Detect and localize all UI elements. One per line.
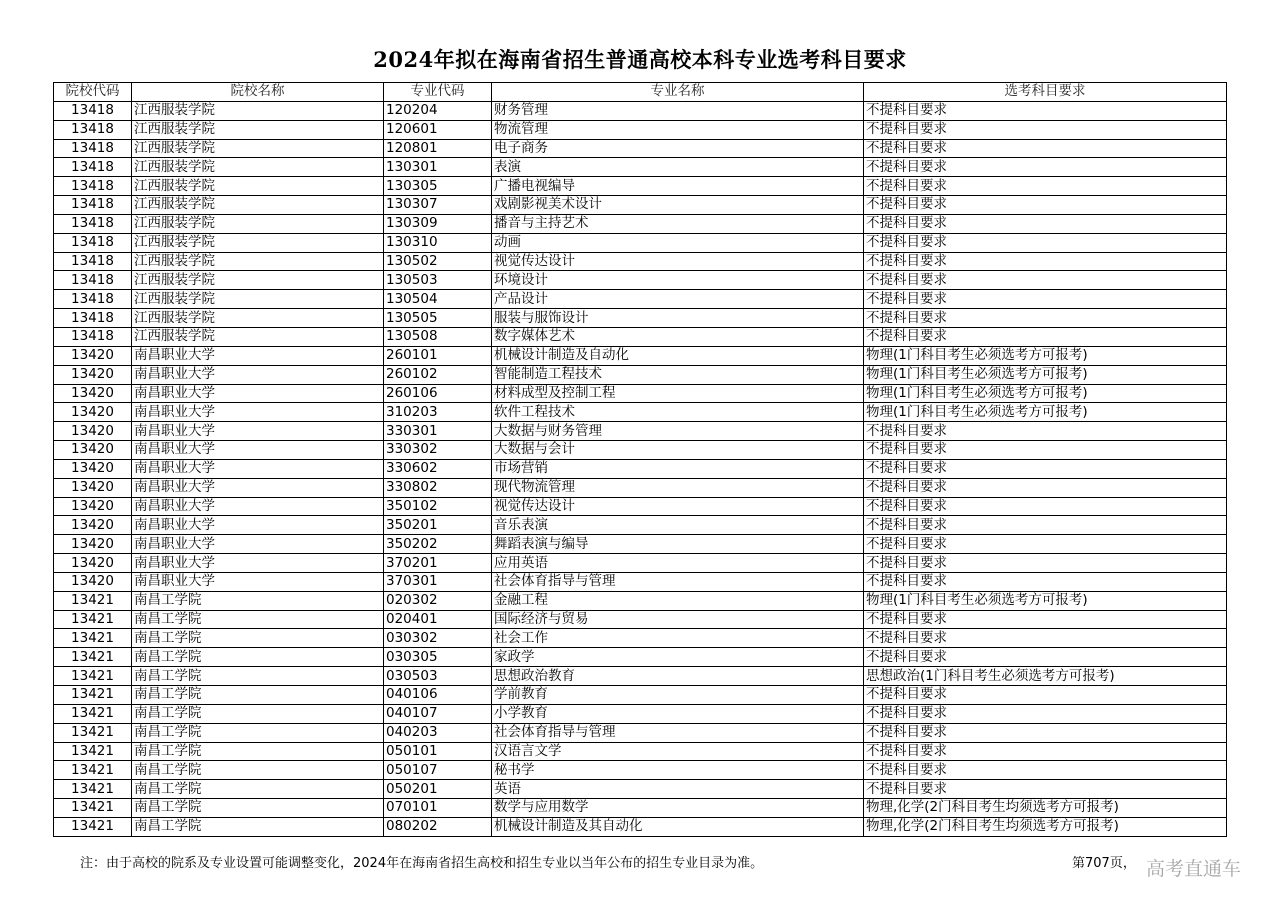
major-name-cell: 社会体育指导与管理 bbox=[492, 572, 864, 591]
major-code-cell: 050107 bbox=[384, 761, 492, 780]
major-code-cell: 330602 bbox=[384, 459, 492, 478]
school-name-cell: 南昌职业大学 bbox=[132, 403, 384, 422]
school-code-cell: 13420 bbox=[54, 478, 132, 497]
subject-requirement-cell: 不提科目要求 bbox=[864, 780, 1227, 799]
subject-requirement-cell: 物理(1门科目考生必须选考方可报考) bbox=[864, 346, 1227, 365]
table-row bbox=[54, 704, 1227, 723]
subject-requirement-cell: 不提科目要求 bbox=[864, 610, 1227, 629]
school-code-cell: 13418 bbox=[54, 101, 132, 120]
table-row bbox=[54, 233, 1227, 252]
table-row bbox=[54, 591, 1227, 610]
major-code-cell: 130305 bbox=[384, 177, 492, 196]
subject-requirement-cell: 物理(1门科目考生必须选考方可报考) bbox=[864, 384, 1227, 403]
subject-requirement-cell: 不提科目要求 bbox=[864, 629, 1227, 648]
major-code-cell: 050101 bbox=[384, 742, 492, 761]
major-name-cell: 英语 bbox=[492, 780, 864, 799]
major-name-cell: 国际经济与贸易 bbox=[492, 610, 864, 629]
major-code-cell: 350102 bbox=[384, 497, 492, 516]
major-name-cell: 播音与主持艺术 bbox=[492, 214, 864, 233]
subject-requirement-cell: 不提科目要求 bbox=[864, 271, 1227, 290]
subject-requirement-cell: 不提科目要求 bbox=[864, 761, 1227, 780]
school-code-cell: 13420 bbox=[54, 384, 132, 403]
page-number: 第707页， bbox=[1072, 856, 1136, 871]
table-row bbox=[54, 441, 1227, 460]
major-name-cell: 汉语言文学 bbox=[492, 742, 864, 761]
school-code-cell: 13420 bbox=[54, 346, 132, 365]
major-code-cell: 130502 bbox=[384, 252, 492, 271]
school-name-cell: 南昌工学院 bbox=[132, 780, 384, 799]
school-name-cell: 南昌工学院 bbox=[132, 610, 384, 629]
table-header-row bbox=[54, 83, 1227, 102]
major-name-cell: 表演 bbox=[492, 158, 864, 177]
table-row bbox=[54, 422, 1227, 441]
subject-requirement-cell: 不提科目要求 bbox=[864, 704, 1227, 723]
table-row bbox=[54, 742, 1227, 761]
table-row bbox=[54, 365, 1227, 384]
school-code-cell: 13418 bbox=[54, 196, 132, 215]
subject-requirement-cell: 不提科目要求 bbox=[864, 290, 1227, 309]
subject-requirement-cell: 不提科目要求 bbox=[864, 422, 1227, 441]
school-name-cell: 江西服装学院 bbox=[132, 252, 384, 271]
major-code-cell: 370301 bbox=[384, 572, 492, 591]
table-row bbox=[54, 817, 1227, 836]
major-name-cell: 视觉传达设计 bbox=[492, 252, 864, 271]
major-name-cell: 现代物流管理 bbox=[492, 478, 864, 497]
school-name-cell: 南昌工学院 bbox=[132, 686, 384, 705]
table-row bbox=[54, 497, 1227, 516]
school-code-cell: 13418 bbox=[54, 252, 132, 271]
major-name-cell: 电子商务 bbox=[492, 139, 864, 158]
subject-requirement-cell: 不提科目要求 bbox=[864, 554, 1227, 573]
school-name-cell: 南昌工学院 bbox=[132, 629, 384, 648]
school-name-cell: 南昌职业大学 bbox=[132, 384, 384, 403]
school-code-cell: 13418 bbox=[54, 177, 132, 196]
table-row bbox=[54, 648, 1227, 667]
subject-requirement-cell: 不提科目要求 bbox=[864, 516, 1227, 535]
school-name-cell: 江西服装学院 bbox=[132, 158, 384, 177]
school-name-cell: 南昌职业大学 bbox=[132, 346, 384, 365]
school-name-cell: 南昌工学院 bbox=[132, 667, 384, 686]
major-name-cell: 物流管理 bbox=[492, 120, 864, 139]
table-row bbox=[54, 535, 1227, 554]
major-code-cell: 350201 bbox=[384, 516, 492, 535]
school-name-cell: 南昌工学院 bbox=[132, 799, 384, 818]
table-row bbox=[54, 177, 1227, 196]
school-name-cell: 江西服装学院 bbox=[132, 271, 384, 290]
major-name-cell: 机械设计制造及自动化 bbox=[492, 346, 864, 365]
school-code-cell: 13418 bbox=[54, 139, 132, 158]
subject-requirement-cell: 不提科目要求 bbox=[864, 101, 1227, 120]
footer-note: 注：由于高校的院系及专业设置可能调整变化，2024年在海南省招生高校和招生专业以当年公布的招生专业目录为准。 bbox=[80, 856, 764, 871]
school-name-cell: 南昌职业大学 bbox=[132, 535, 384, 554]
major-name-cell: 舞蹈表演与编导 bbox=[492, 535, 864, 554]
school-code-cell: 13421 bbox=[54, 610, 132, 629]
subject-requirement-cell: 不提科目要求 bbox=[864, 309, 1227, 328]
school-name-cell: 南昌职业大学 bbox=[132, 554, 384, 573]
school-name-cell: 江西服装学院 bbox=[132, 120, 384, 139]
subject-requirement-cell: 不提科目要求 bbox=[864, 497, 1227, 516]
table-row bbox=[54, 799, 1227, 818]
major-code-cell: 310203 bbox=[384, 403, 492, 422]
table-row bbox=[54, 780, 1227, 799]
table-row bbox=[54, 139, 1227, 158]
subject-requirement-cell: 不提科目要求 bbox=[864, 459, 1227, 478]
table-row bbox=[54, 610, 1227, 629]
page-title: 2024年拟在海南省招生普通高校本科专业选考科目要求 bbox=[373, 47, 907, 72]
school-code-cell: 13418 bbox=[54, 120, 132, 139]
subject-requirement-cell: 物理(1门科目考生必须选考方可报考) bbox=[864, 365, 1227, 384]
major-code-cell: 070101 bbox=[384, 799, 492, 818]
major-code-cell: 130301 bbox=[384, 158, 492, 177]
school-name-cell: 江西服装学院 bbox=[132, 233, 384, 252]
major-code-cell: 020302 bbox=[384, 591, 492, 610]
school-code-cell: 13421 bbox=[54, 817, 132, 836]
header-major-name: 专业名称 bbox=[492, 83, 864, 102]
school-code-cell: 13421 bbox=[54, 591, 132, 610]
major-code-cell: 130309 bbox=[384, 214, 492, 233]
school-name-cell: 江西服装学院 bbox=[132, 327, 384, 346]
major-code-cell: 130503 bbox=[384, 271, 492, 290]
school-code-cell: 13421 bbox=[54, 723, 132, 742]
major-name-cell: 大数据与财务管理 bbox=[492, 422, 864, 441]
school-name-cell: 江西服装学院 bbox=[132, 196, 384, 215]
school-code-cell: 13418 bbox=[54, 309, 132, 328]
major-name-cell: 金融工程 bbox=[492, 591, 864, 610]
school-code-cell: 13420 bbox=[54, 554, 132, 573]
subject-requirement-cell: 不提科目要求 bbox=[864, 572, 1227, 591]
school-name-cell: 江西服装学院 bbox=[132, 309, 384, 328]
subject-requirement-cell: 不提科目要求 bbox=[864, 327, 1227, 346]
school-code-cell: 13420 bbox=[54, 535, 132, 554]
table-row bbox=[54, 271, 1227, 290]
major-name-cell: 音乐表演 bbox=[492, 516, 864, 535]
major-name-cell: 产品设计 bbox=[492, 290, 864, 309]
subject-requirement-cell: 不提科目要求 bbox=[864, 214, 1227, 233]
subject-requirement-cell: 不提科目要求 bbox=[864, 478, 1227, 497]
school-code-cell: 13421 bbox=[54, 667, 132, 686]
table-row bbox=[54, 667, 1227, 686]
table-row bbox=[54, 327, 1227, 346]
major-name-cell: 社会体育指导与管理 bbox=[492, 723, 864, 742]
subject-requirement-cell: 物理,化学(2门科目考生均须选考方可报考) bbox=[864, 817, 1227, 836]
school-code-cell: 13418 bbox=[54, 290, 132, 309]
school-code-cell: 13421 bbox=[54, 761, 132, 780]
school-name-cell: 南昌职业大学 bbox=[132, 459, 384, 478]
major-code-cell: 370201 bbox=[384, 554, 492, 573]
school-name-cell: 南昌职业大学 bbox=[132, 572, 384, 591]
major-code-cell: 130504 bbox=[384, 290, 492, 309]
subject-requirement-cell: 不提科目要求 bbox=[864, 441, 1227, 460]
major-name-cell: 智能制造工程技术 bbox=[492, 365, 864, 384]
major-code-cell: 130505 bbox=[384, 309, 492, 328]
major-name-cell: 动画 bbox=[492, 233, 864, 252]
major-name-cell: 学前教育 bbox=[492, 686, 864, 705]
major-name-cell: 社会工作 bbox=[492, 629, 864, 648]
major-name-cell: 材料成型及控制工程 bbox=[492, 384, 864, 403]
school-code-cell: 13420 bbox=[54, 497, 132, 516]
school-code-cell: 13418 bbox=[54, 158, 132, 177]
school-name-cell: 南昌工学院 bbox=[132, 761, 384, 780]
school-code-cell: 13418 bbox=[54, 271, 132, 290]
major-code-cell: 120601 bbox=[384, 120, 492, 139]
school-name-cell: 江西服装学院 bbox=[132, 290, 384, 309]
table-row bbox=[54, 158, 1227, 177]
table-row bbox=[54, 459, 1227, 478]
major-name-cell: 家政学 bbox=[492, 648, 864, 667]
subject-requirement-cell: 不提科目要求 bbox=[864, 252, 1227, 271]
school-name-cell: 南昌工学院 bbox=[132, 742, 384, 761]
school-code-cell: 13420 bbox=[54, 459, 132, 478]
school-code-cell: 13418 bbox=[54, 327, 132, 346]
major-code-cell: 020401 bbox=[384, 610, 492, 629]
subject-requirement-cell: 物理(1门科目考生必须选考方可报考) bbox=[864, 591, 1227, 610]
major-code-cell: 030305 bbox=[384, 648, 492, 667]
major-code-cell: 030503 bbox=[384, 667, 492, 686]
major-code-cell: 330802 bbox=[384, 478, 492, 497]
major-code-cell: 120204 bbox=[384, 101, 492, 120]
school-code-cell: 13421 bbox=[54, 742, 132, 761]
subject-requirement-cell: 不提科目要求 bbox=[864, 723, 1227, 742]
major-code-cell: 260102 bbox=[384, 365, 492, 384]
major-name-cell: 小学教育 bbox=[492, 704, 864, 723]
school-code-cell: 13420 bbox=[54, 422, 132, 441]
major-code-cell: 330301 bbox=[384, 422, 492, 441]
school-name-cell: 南昌职业大学 bbox=[132, 516, 384, 535]
school-name-cell: 南昌工学院 bbox=[132, 591, 384, 610]
table-row bbox=[54, 214, 1227, 233]
table-row bbox=[54, 478, 1227, 497]
major-name-cell: 大数据与会计 bbox=[492, 441, 864, 460]
school-code-cell: 13420 bbox=[54, 441, 132, 460]
table-body bbox=[54, 101, 1227, 836]
table-row bbox=[54, 309, 1227, 328]
major-name-cell: 视觉传达设计 bbox=[492, 497, 864, 516]
table-row bbox=[54, 252, 1227, 271]
table-row bbox=[54, 554, 1227, 573]
school-name-cell: 南昌职业大学 bbox=[132, 478, 384, 497]
school-code-cell: 13421 bbox=[54, 629, 132, 648]
subject-requirement-cell: 不提科目要求 bbox=[864, 177, 1227, 196]
major-code-cell: 030302 bbox=[384, 629, 492, 648]
school-code-cell: 13420 bbox=[54, 403, 132, 422]
subject-requirement-cell: 不提科目要求 bbox=[864, 233, 1227, 252]
table-row bbox=[54, 761, 1227, 780]
header-subject-requirement: 选考科目要求 bbox=[864, 83, 1227, 102]
table-row bbox=[54, 723, 1227, 742]
school-name-cell: 江西服装学院 bbox=[132, 139, 384, 158]
subject-requirement-cell: 物理,化学(2门科目考生均须选考方可报考) bbox=[864, 799, 1227, 818]
major-code-cell: 120801 bbox=[384, 139, 492, 158]
school-code-cell: 13418 bbox=[54, 214, 132, 233]
major-name-cell: 软件工程技术 bbox=[492, 403, 864, 422]
school-name-cell: 南昌职业大学 bbox=[132, 497, 384, 516]
major-code-cell: 080202 bbox=[384, 817, 492, 836]
major-code-cell: 130310 bbox=[384, 233, 492, 252]
requirements-table bbox=[53, 82, 1227, 837]
school-name-cell: 南昌职业大学 bbox=[132, 365, 384, 384]
school-name-cell: 江西服装学院 bbox=[132, 177, 384, 196]
school-name-cell: 江西服装学院 bbox=[132, 214, 384, 233]
table-row bbox=[54, 346, 1227, 365]
school-code-cell: 13421 bbox=[54, 780, 132, 799]
subject-requirement-cell: 不提科目要求 bbox=[864, 196, 1227, 215]
school-code-cell: 13420 bbox=[54, 516, 132, 535]
major-code-cell: 040106 bbox=[384, 686, 492, 705]
table-row bbox=[54, 403, 1227, 422]
school-name-cell: 南昌工学院 bbox=[132, 817, 384, 836]
school-name-cell: 南昌职业大学 bbox=[132, 422, 384, 441]
table-row bbox=[54, 196, 1227, 215]
school-code-cell: 13421 bbox=[54, 799, 132, 818]
major-name-cell: 应用英语 bbox=[492, 554, 864, 573]
major-code-cell: 040107 bbox=[384, 704, 492, 723]
table-row bbox=[54, 572, 1227, 591]
subject-requirement-cell: 不提科目要求 bbox=[864, 686, 1227, 705]
header-school-code: 院校代码 bbox=[54, 83, 132, 102]
school-name-cell: 南昌工学院 bbox=[132, 723, 384, 742]
school-name-cell: 南昌职业大学 bbox=[132, 441, 384, 460]
header-major-code: 专业代码 bbox=[384, 83, 492, 102]
subject-requirement-cell: 不提科目要求 bbox=[864, 742, 1227, 761]
school-code-cell: 13420 bbox=[54, 572, 132, 591]
major-name-cell: 戏剧影视美术设计 bbox=[492, 196, 864, 215]
school-name-cell: 南昌工学院 bbox=[132, 648, 384, 667]
school-code-cell: 13421 bbox=[54, 686, 132, 705]
major-code-cell: 260101 bbox=[384, 346, 492, 365]
school-name-cell: 南昌工学院 bbox=[132, 704, 384, 723]
table-row bbox=[54, 290, 1227, 309]
major-name-cell: 数字媒体艺术 bbox=[492, 327, 864, 346]
major-name-cell: 环境设计 bbox=[492, 271, 864, 290]
major-name-cell: 数学与应用数学 bbox=[492, 799, 864, 818]
major-code-cell: 130508 bbox=[384, 327, 492, 346]
major-name-cell: 广播电视编导 bbox=[492, 177, 864, 196]
major-name-cell: 机械设计制造及其自动化 bbox=[492, 817, 864, 836]
subject-requirement-cell: 不提科目要求 bbox=[864, 535, 1227, 554]
major-code-cell: 050201 bbox=[384, 780, 492, 799]
major-code-cell: 350202 bbox=[384, 535, 492, 554]
table-row bbox=[54, 516, 1227, 535]
major-code-cell: 130307 bbox=[384, 196, 492, 215]
watermark: 高考直通车 bbox=[1146, 858, 1242, 880]
major-code-cell: 260106 bbox=[384, 384, 492, 403]
subject-requirement-cell: 不提科目要求 bbox=[864, 139, 1227, 158]
school-code-cell: 13421 bbox=[54, 648, 132, 667]
school-name-cell: 江西服装学院 bbox=[132, 101, 384, 120]
subject-requirement-cell: 思想政治(1门科目考生必须选考方可报考) bbox=[864, 667, 1227, 686]
school-code-cell: 13420 bbox=[54, 365, 132, 384]
major-code-cell: 330302 bbox=[384, 441, 492, 460]
subject-requirement-cell: 物理(1门科目考生必须选考方可报考) bbox=[864, 403, 1227, 422]
major-name-cell: 市场营销 bbox=[492, 459, 864, 478]
table-row bbox=[54, 686, 1227, 705]
table-row bbox=[54, 120, 1227, 139]
subject-requirement-cell: 不提科目要求 bbox=[864, 648, 1227, 667]
subject-requirement-cell: 不提科目要求 bbox=[864, 120, 1227, 139]
header-school-name: 院校名称 bbox=[132, 83, 384, 102]
major-name-cell: 秘书学 bbox=[492, 761, 864, 780]
table-row bbox=[54, 384, 1227, 403]
school-code-cell: 13418 bbox=[54, 233, 132, 252]
major-name-cell: 财务管理 bbox=[492, 101, 864, 120]
major-code-cell: 040203 bbox=[384, 723, 492, 742]
table-row bbox=[54, 629, 1227, 648]
subject-requirement-cell: 不提科目要求 bbox=[864, 158, 1227, 177]
major-name-cell: 服装与服饰设计 bbox=[492, 309, 864, 328]
major-name-cell: 思想政治教育 bbox=[492, 667, 864, 686]
table-row bbox=[54, 101, 1227, 120]
school-code-cell: 13421 bbox=[54, 704, 132, 723]
